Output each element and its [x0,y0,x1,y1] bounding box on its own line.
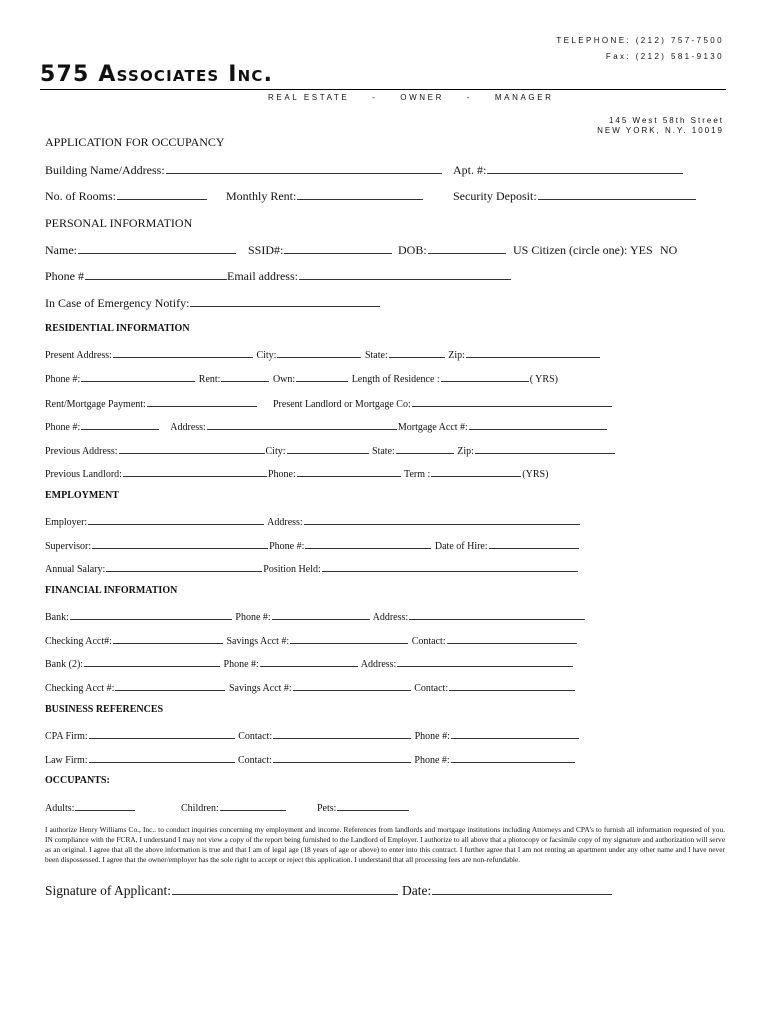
citizen-yes[interactable]: YES [630,243,653,257]
rent-line[interactable] [221,371,269,382]
us-citizen-label: US Citizen (circle one): [513,243,628,257]
rent-label: Rent: [198,374,221,385]
bank-address-label: Address: [372,612,409,623]
cpa-line[interactable] [89,728,235,739]
position-label: Position Held: [263,564,321,575]
phone-rent-row [45,371,558,385]
savings2-line[interactable] [293,680,411,691]
tagline-owner: OWNER [400,93,444,102]
state-line[interactable] [389,347,445,358]
bank-phone-label: Phone #: [235,612,271,623]
landlord-address-label: Address: [170,422,206,433]
adults-line[interactable] [75,800,135,811]
law-contact-label: Contact: [238,755,272,766]
checking-label: Checking Acct#: [45,636,112,647]
references-heading: BUSINESS REFERENCES [45,704,164,715]
prev-phone-line[interactable] [297,466,401,477]
mortgage-row [45,419,608,433]
bank-line[interactable] [70,609,232,620]
cpa-contact-label: Contact: [238,731,273,742]
security-deposit-field[interactable] [453,189,697,204]
bank2-label: Bank (2): [45,659,84,670]
employment-heading: EMPLOYMENT [45,490,119,501]
pets-line[interactable] [337,800,409,811]
law-phone-line[interactable] [451,752,575,763]
length-label: Length of Residence : [351,374,440,385]
bank-address-line[interactable] [409,609,585,620]
landlord-address-line[interactable] [207,419,397,430]
mortgage-acct-line[interactable] [469,419,607,430]
building-line[interactable] [166,163,442,174]
emergency-field[interactable] [45,296,381,311]
yrs-label: ( YRS) [529,374,558,385]
zip-line[interactable] [466,347,600,358]
checking-line[interactable] [113,633,223,644]
signature-label: Signature of Applicant: [45,883,171,898]
apt-line[interactable] [487,163,683,174]
emergency-line[interactable] [190,296,380,307]
monthly-rent-line[interactable] [297,189,423,200]
own-label: Own: [272,374,296,385]
zip-label: Zip: [448,350,465,361]
city-label: City: [256,350,277,361]
position-line[interactable] [322,561,578,572]
prev-zip-line[interactable] [475,443,615,454]
checking2-line[interactable] [115,680,225,691]
payment-line[interactable] [147,396,257,407]
checking-row [45,633,578,647]
employer-phone-line[interactable] [305,538,431,549]
mortgage-acct-label: Mortgage Acct #: [397,422,468,433]
adults-field [45,800,136,814]
header-rule [40,89,726,90]
cpa-phone-label: Phone #: [414,731,450,742]
email-field[interactable] [227,269,512,284]
form-title: APPLICATION FOR OCCUPANCY [45,135,225,149]
prev-city-label: City: [265,446,286,457]
children-line[interactable] [220,800,286,811]
previous-address-label: Previous Address: [45,446,118,457]
name-label: Name: [45,243,77,257]
employer-label: Employer: [45,517,88,528]
law-label: Law Firm: [45,755,88,766]
pets-field [317,800,410,814]
contact-label: Contact: [411,636,446,647]
tagline-manager: MANAGER [494,93,554,102]
previous-landlord-row [45,466,548,480]
previous-landlord-line[interactable] [123,466,267,477]
security-deposit-label: Security Deposit: [453,189,537,203]
tagline-real-estate: REAL ESTATE [268,93,350,102]
signature-line[interactable] [172,882,398,895]
own-line[interactable] [296,371,348,382]
salary-line[interactable] [106,561,262,572]
city-line[interactable] [277,347,361,358]
date-label: Date: [402,883,432,898]
cpa-contact-line[interactable] [273,728,411,739]
phone-field[interactable] [45,269,228,284]
bank2-phone-line[interactable] [260,656,358,667]
residential-heading: RESIDENTIAL INFORMATION [45,323,190,334]
tagline [268,93,572,102]
email-line[interactable] [299,269,511,280]
present-address-label: Present Address: [45,350,112,361]
present-landlord-line[interactable] [412,396,612,407]
telephone: TELEPHONE: (212) 757-7500 [556,36,724,45]
present-address-line[interactable] [113,347,253,358]
law-contact-line[interactable] [273,752,411,763]
prev-phone-label: Phone: [267,469,296,480]
dob-label: DOB: [398,243,427,257]
financial-heading: FINANCIAL INFORMATION [45,585,178,596]
citizen-no[interactable]: NO [660,243,678,257]
landlord-phone-label: Phone #: [45,422,81,433]
present-landlord-label: Present Landlord or Mortgage Co: [273,399,411,410]
ssid-line[interactable] [284,243,392,254]
supervisor-line[interactable] [92,538,268,549]
prev-state-label: State: [372,446,395,457]
bank2-row [45,656,574,670]
cpa-row [45,728,580,742]
bank2-address-label: Address: [360,659,397,670]
employer-line[interactable] [88,514,264,525]
prev-city-line[interactable] [287,443,369,454]
law-phone-label: Phone #: [414,755,450,766]
prev-state-line[interactable] [396,443,454,454]
dob-line[interactable] [428,243,506,254]
employer-address-line[interactable] [304,514,580,525]
res-phone-label: Phone #: [45,374,81,385]
children-label: Children: [181,803,219,814]
rooms-label: No. of Rooms: [45,189,117,203]
bank2-address-line[interactable] [397,656,573,667]
prev-zip-label: Zip: [457,446,474,457]
contact2-line[interactable] [449,680,575,691]
phone-line[interactable] [85,269,227,280]
building-label: Building Name/Address: [45,163,165,177]
name-field[interactable] [45,243,237,258]
bank-phone-line[interactable] [272,609,370,620]
building-field[interactable] [45,163,443,178]
length-line[interactable] [441,371,529,382]
bank2-line[interactable] [84,656,220,667]
children-field [181,800,287,814]
savings2-label: Savings Acct #: [228,683,292,694]
supervisor-label: Supervisor: [45,541,92,552]
emergency-label: In Case of Emergency Notify: [45,296,190,310]
checking2-row [45,680,576,694]
occupants-heading: OCCUPANTS: [45,775,110,786]
authorization-text: I authorize Henry Williams Co., Inc.. to conduct inquiries concerning my employment and income. References from landlords and mortgage institutions including Attorneys and CPA's to furnish all information requested of you. IN compliance with the FCRA, I understand I may not view a copy of the report being furnished to the Landlord of Employer. I authorize to all above that a photocopy or facsimile copy of my signature and authorization will serve as an original. I agree that all the above information is true and that I am of legal age (18 years of age or above) to enter into this contract. I further agree that I am not renting an apartment under any other name and I have never been dispossessed. I agree that the owner/employer has the sole right to accept or reject this application. I understand that all processing fees are non-refundable. [45,825,725,864]
bank-label: Bank: [45,612,69,623]
savings-line[interactable] [290,633,408,644]
ssid-label: SSID#: [248,243,284,257]
previous-address-row [45,443,616,457]
dob-field[interactable] [398,243,507,258]
tagline-sep-1: - [372,93,378,102]
savings-label: Savings Acct #: [226,636,290,647]
previous-landlord-label: Previous Landlord: [45,469,122,480]
pets-label: Pets: [317,803,337,814]
cpa-label: CPA Firm: [45,731,88,742]
present-address-row [45,347,601,361]
previous-address-line[interactable] [119,443,265,454]
adults-label: Adults: [45,803,75,814]
security-deposit-line[interactable] [538,189,696,200]
rooms-line[interactable] [117,189,207,200]
bank-row [45,609,586,623]
address-line-2: NEW YORK, N.Y. 10019 [597,126,724,135]
contact2-label: Contact: [414,683,449,694]
date-hire-line[interactable] [489,538,579,549]
personal-heading: PERSONAL INFORMATION [45,216,193,230]
payment-label: Rent/Mortgage Payment: [45,399,146,410]
monthly-rent-field[interactable] [226,189,424,204]
contact-line[interactable] [447,633,577,644]
signature-field[interactable] [45,882,399,899]
salary-label: Annual Salary: [45,564,106,575]
employer-phone-label: Phone #: [269,541,305,552]
fax: Fax: (212) 581-9130 [605,52,724,61]
salary-row [45,561,579,575]
res-phone-line[interactable] [81,371,195,382]
law-row [45,752,576,766]
address-line-1: 145 West 58th Street [608,116,724,125]
date-hire-label: Date of Hire: [434,541,488,552]
checking2-label: Checking Acct #: [45,683,115,694]
bank2-phone-label: Phone #: [223,659,259,670]
term-yrs-label: (YRS) [522,469,549,480]
cpa-phone-line[interactable] [451,728,579,739]
date-line[interactable] [432,882,612,895]
tagline-sep-2: - [466,93,473,102]
date-field[interactable] [402,882,613,899]
email-label: Email address: [227,269,298,283]
apt-label: Apt. #: [453,163,487,177]
apt-field[interactable] [453,163,684,178]
employer-row [45,514,581,528]
monthly-rent-label: Monthly Rent: [226,189,297,203]
payment-row [45,396,258,410]
law-line[interactable] [89,752,235,763]
employer-address-label: Address: [267,517,303,528]
present-landlord-row [273,396,613,410]
term-line[interactable] [431,466,521,477]
ssid-field[interactable] [248,243,393,258]
term-label: Term : [404,469,431,480]
name-line[interactable] [78,243,236,254]
company-name: 575 Associates Inc. [40,62,274,87]
landlord-phone-line[interactable] [81,419,159,430]
supervisor-row [45,538,580,552]
state-label: State: [364,350,388,361]
phone-label: Phone # [45,269,84,283]
rooms-field[interactable] [45,189,208,204]
